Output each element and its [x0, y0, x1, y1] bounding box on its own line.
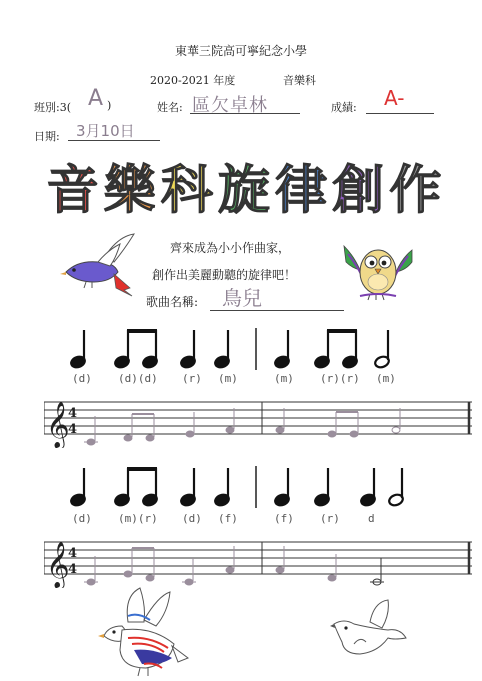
time-sig-bottom: 4 — [68, 422, 78, 437]
title-banner — [44, 152, 444, 222]
date-underline — [68, 140, 160, 141]
solfa-item: (d) — [72, 372, 92, 385]
staff-row-1 — [44, 392, 472, 448]
grade-label: 成績: — [331, 101, 357, 114]
name-underline — [190, 113, 300, 114]
solfa-item: (d) — [72, 512, 92, 525]
treble-clef-icon: 𝄞 — [46, 542, 70, 588]
intro-line-2: 創作出美麗動聽的旋律吧！ — [152, 268, 297, 282]
title-char: 旋 — [217, 161, 271, 221]
solfa-item: (m) — [376, 372, 396, 385]
class-value: A — [88, 86, 104, 111]
solfa-item: (r) — [320, 512, 340, 525]
solfa-item: (m) — [274, 372, 294, 385]
song-name-underline — [210, 310, 344, 311]
class-label: 班別:3( — [34, 101, 71, 114]
solfa-item: (r) — [182, 372, 202, 385]
intro-line-1: 齊來成為小小作曲家， — [170, 241, 291, 255]
staff-row-2 — [44, 532, 472, 588]
solfa-item: d — [368, 512, 375, 525]
school-name: 東華三院高可寧紀念小學 — [174, 44, 307, 58]
song-name-value: 鳥兒 — [222, 286, 262, 310]
grade-underline — [366, 113, 434, 114]
grade-value: A- — [384, 86, 405, 110]
time-sig-top: 4 — [68, 406, 78, 421]
song-name-label: 歌曲名稱: — [146, 295, 199, 309]
name-value: 區欠卓林 — [192, 95, 268, 116]
solfa-item: (d) — [182, 512, 202, 525]
solfa-item: (d)(d) — [118, 372, 158, 385]
bird-icon — [58, 232, 138, 304]
title-char: 科 — [160, 161, 213, 221]
title-char: 作 — [389, 161, 442, 221]
title-char: 創 — [332, 161, 385, 221]
class-close: ) — [107, 99, 112, 112]
solfa-item: (m)(r) — [118, 512, 158, 525]
solfa-item: (m) — [218, 372, 238, 385]
time-sig-bottom: 4 — [68, 562, 78, 577]
solfa-item: (r)(r) — [320, 372, 360, 385]
date-value: 3月10日 — [76, 122, 135, 140]
rhythm-row-2 — [60, 462, 420, 510]
subject-name: 音樂科 — [283, 74, 316, 87]
title-char: 樂 — [103, 161, 156, 221]
treble-clef-icon: 𝄞 — [46, 402, 70, 448]
white-bird-icon — [98, 586, 194, 678]
name-label: 姓名: — [157, 101, 183, 114]
solfa-item: (f) — [218, 512, 238, 525]
dove-icon — [330, 598, 410, 660]
school-year: 2020-2021 年度 — [150, 74, 236, 87]
date-label: 日期: — [34, 130, 60, 143]
rhythm-row-1 — [60, 324, 420, 372]
time-sig-top: 4 — [68, 546, 78, 561]
title-char: 音 — [46, 161, 99, 221]
solfa-item: (f) — [274, 512, 294, 525]
title-char: 律 — [275, 161, 328, 221]
owl-bird-icon — [340, 226, 416, 306]
